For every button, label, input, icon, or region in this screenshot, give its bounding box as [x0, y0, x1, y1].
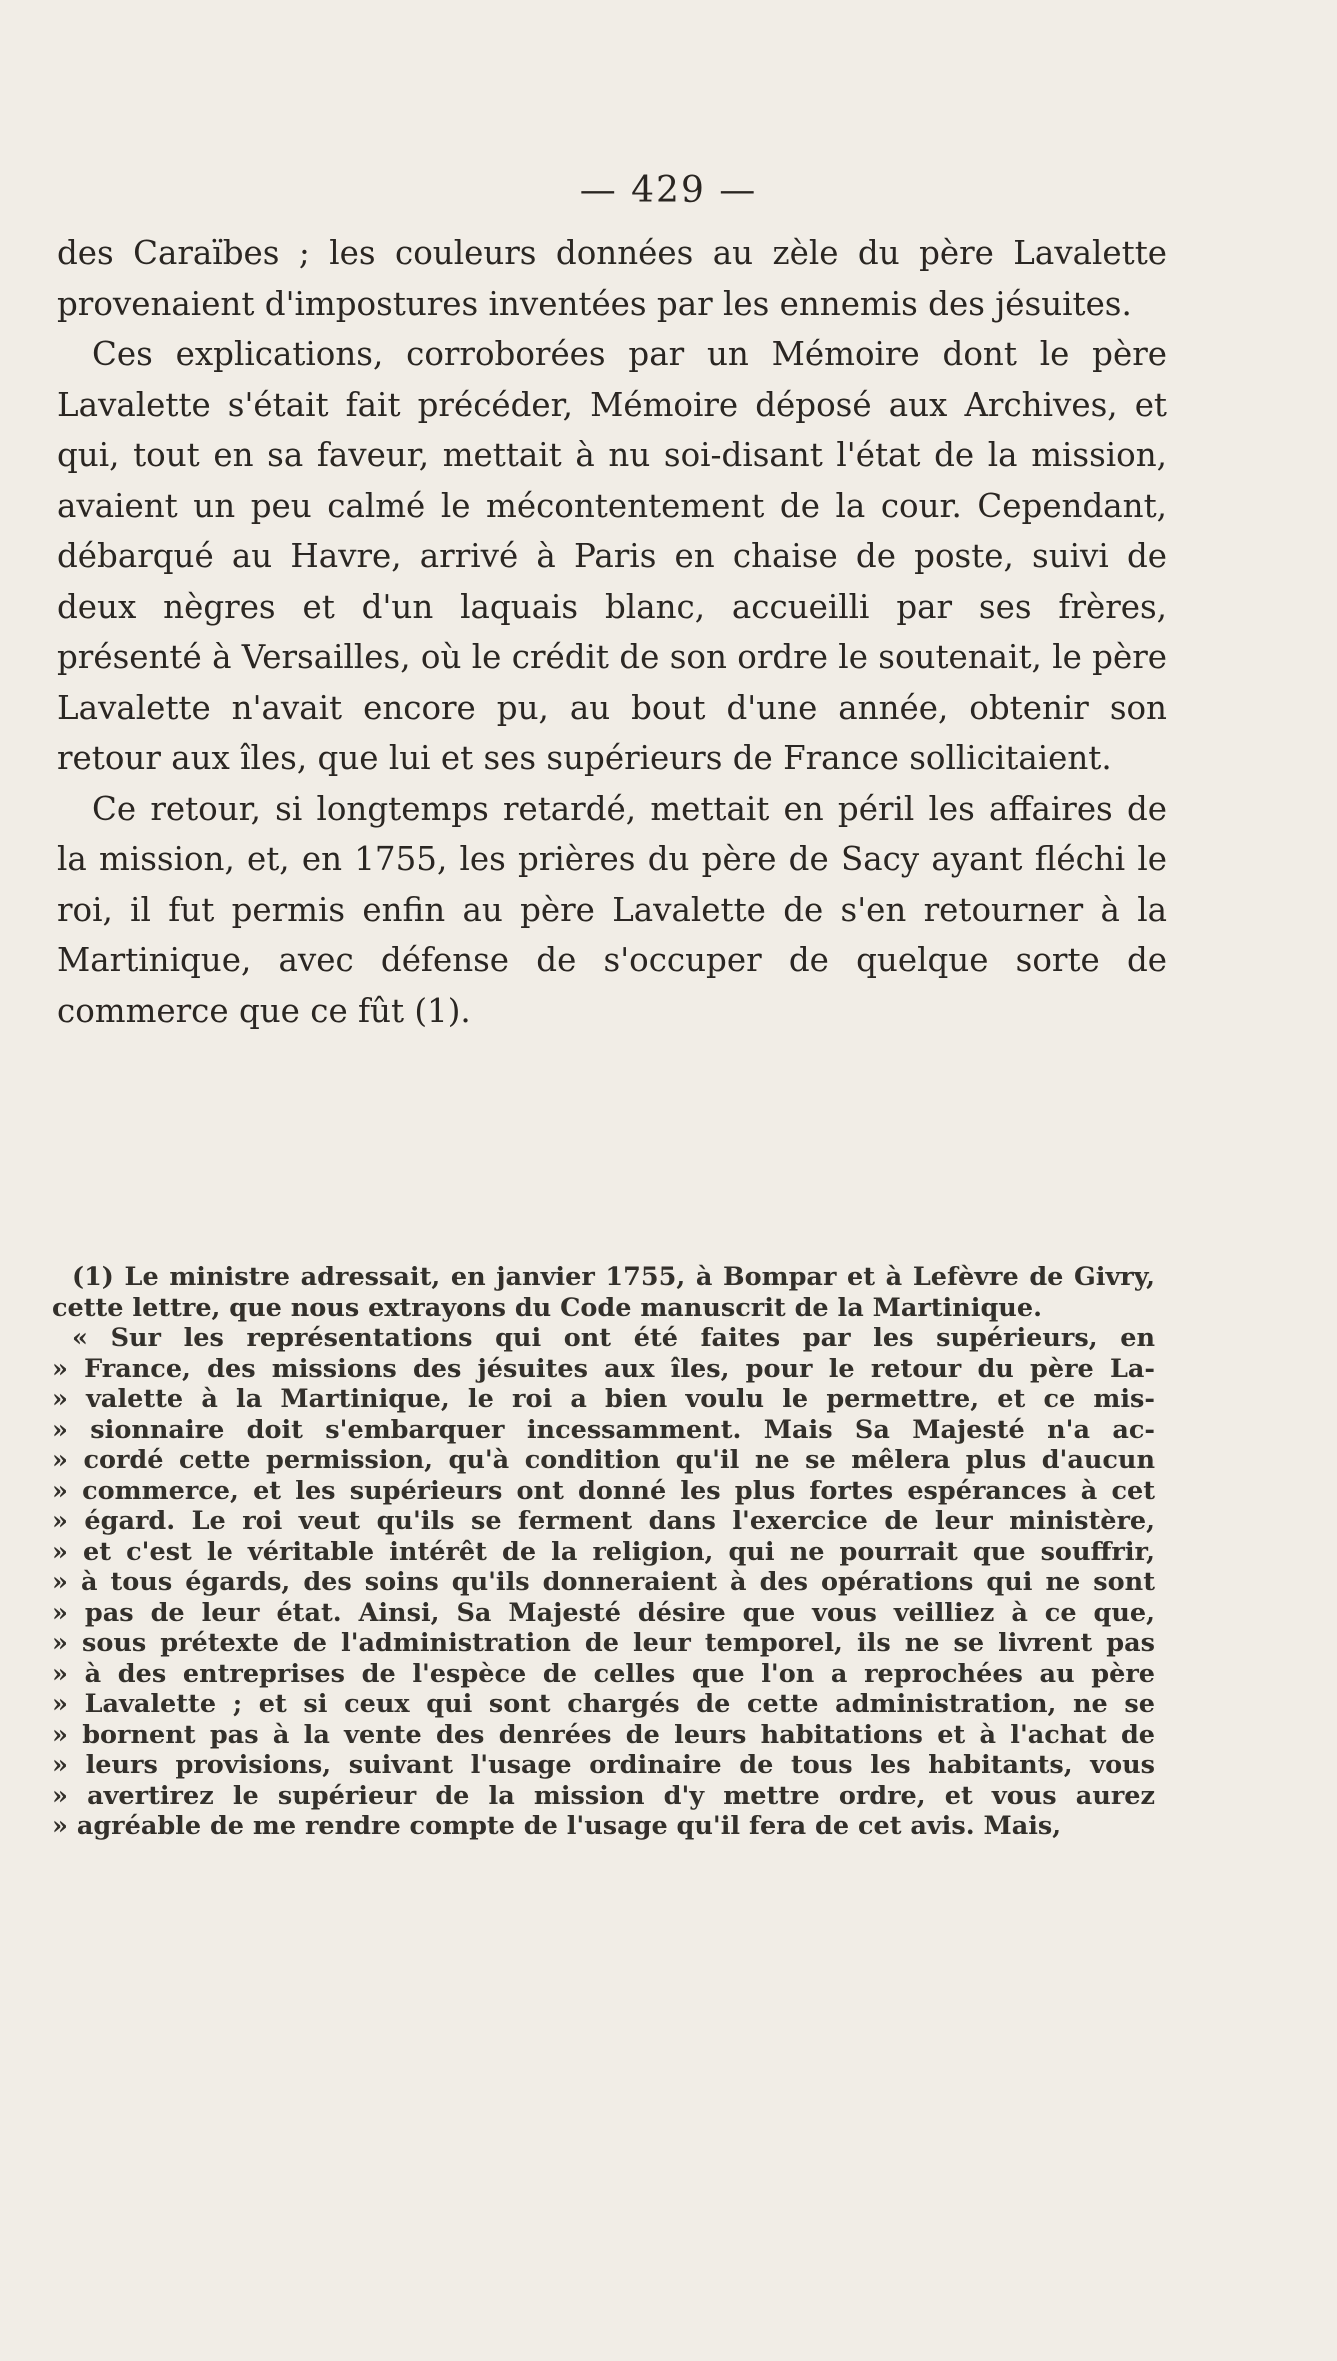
paragraph-return: Ce retour, si longtemps retardé, mettait en péril les affaires de la mission, et, en 1755, les prières du père de Sacy ayant fléchi le roi, il fut permis enfin au père Lavalette de s'en retourner à la Martinique, avec défense de s'occuper de quelque sorte de commerce que ce fût (1). — [57, 789, 1167, 1030]
quote-line: » cordé cette permission, qu'à condition qu'il ne se mêlera plus d'aucun — [52, 1445, 1155, 1475]
quote-line: » leurs provisions, suivant l'usage ordinaire de tous les habitants, vous — [52, 1750, 1155, 1780]
footnote-intro: (1) Le ministre adressait, en janvier 1755, à Bompar et à Lefèvre de Givry, cette lettre, que nous extrayons du Code manuscrit de la Martinique. — [52, 1262, 1155, 1323]
quote-line: » sous prétexte de l'administration de leur temporel, ils ne se livrent pas — [52, 1628, 1155, 1658]
quote-line: » Lavalette ; et si ceux qui sont chargés de cette administration, ne se — [52, 1689, 1155, 1719]
paragraph-explanations: Ces explications, corroborées par un Mémoire dont le père Lavalette s'était fait précéder, Mémoire déposé aux Archives, et qui, tout en sa faveur, mettait à nu soi-disant l'état de la mission, avaient un peu calmé le mécontentement de la cour. Cependant, débarqué au Havre, arrivé à Paris en chaise de poste, suivi de deux nègres et d'un laquais blanc, accueilli par ses frères, présenté à Versailles, où le crédit de son ordre le soutenait, le père Lavalette n'avait encore pu, au bout d'une année, obtenir son retour aux îles, que lui et ses supérieurs de France sollicitaient. — [57, 335, 1167, 777]
quote-line: » et c'est le véritable intérêt de la religion, qui ne pourrait que souffrir, — [52, 1536, 1155, 1567]
quote-line: » à tous égards, des soins qu'ils donneraient à des opérations qui ne sont — [52, 1567, 1155, 1597]
quote-line: » à des entreprises de l'espèce de celles que l'on a reprochées au père — [52, 1658, 1155, 1689]
quote-line: « Sur les représentations qui ont été faites par les supérieurs, en — [72, 1323, 1155, 1353]
quote-line: » pas de leur état. Ainsi, Sa Majesté désire que vous veilliez à ce que, — [52, 1597, 1155, 1628]
quote-line: » égard. Le roi veut qu'ils se ferment dans l'exercice de leur ministère, — [52, 1506, 1155, 1536]
quote-line: » commerce, et les supérieurs ont donné les plus fortes espérances à cet — [52, 1475, 1155, 1506]
footnote-quote — [52, 1323, 1155, 1842]
page-number: — 429 — — [579, 170, 758, 211]
quote-line: » valette à la Martinique, le roi a bien voulu le permettre, et ce mis- — [52, 1384, 1155, 1414]
quote-line: » agréable de me rendre compte de l'usage qu'il fera de cet avis. Mais, — [52, 1811, 1062, 1841]
quote-line: » France, des missions des jésuites aux îles, pour le retour du père La- — [52, 1353, 1155, 1384]
footnote — [52, 1262, 1155, 1842]
main-text — [57, 228, 1167, 1036]
quote-line: » avertirez le supérieur de la mission d'y mettre ordre, et vous aurez — [52, 1780, 1155, 1811]
quote-line: » sionnaire doit s'embarquer incessamment. Mais Sa Majesté n'a ac- — [52, 1414, 1155, 1445]
quote-line: » bornent pas à la vente des denrées de leurs habitations et à l'achat de — [52, 1719, 1155, 1750]
paragraph-continuation: des Caraïbes ; les couleurs données au zèle du père Lavalette provenaient d'impostures inventées par les ennemis des jésuites. — [57, 234, 1167, 323]
